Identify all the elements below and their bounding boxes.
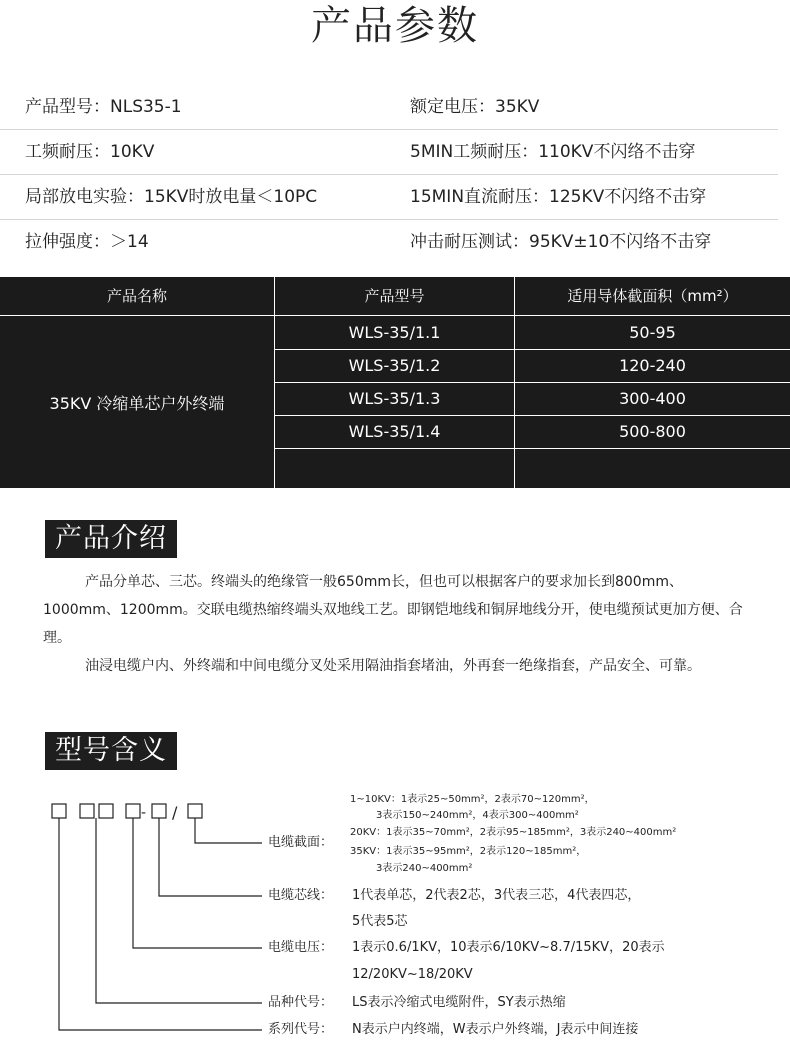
param-partial-discharge: 局部放电实验：15KV时放电量＜10PC [25,187,318,207]
intro-paragraph-2: 油浸电缆户内、外终端和中间电缆分叉处采用隔油指套堵油，外再套一绝缘指套，产品安全、可靠。 [85,658,701,674]
model-code-diagram [0,790,790,1052]
section-line-4: 35KV：1表示35~95mm²，2表示120~185mm²， [350,846,587,857]
intro-paragraph-1: 产品分单芯、三芯。终端头的绝缘管一般650mm长，但也可以根据客户的要求加长到800mm、1000mm、1200mm。交联电缆热缩终端头双地线工艺。即钢铠地线和铜屏地线分开，使电缆预试更加方便、合理。 [43,574,743,646]
param-row [0,130,778,175]
voltage-line-2: 12/20KV~18/20KV [352,967,473,982]
core-label: 电缆芯线： [268,888,334,903]
model-cell: WLS-35/1.2 [348,356,441,375]
product-name-cell: 35KV 冷缩单芯户外终端 [49,393,225,413]
area-cell: 300-400 [619,389,686,408]
header-product-model: 产品型号 [364,287,425,305]
core-line-2: 5代表5芯 [352,914,408,929]
voltage-label: 电缆电压： [268,940,334,955]
code-box-section [188,804,202,818]
connector-series [59,818,262,1030]
param-row [0,85,778,130]
section-label: 电缆截面： [268,835,334,850]
model-cell: WLS-35/1.3 [348,389,441,408]
spec-table [0,277,790,488]
code-box-core [152,804,166,818]
connector-core [159,818,262,896]
header-conductor-area: 适用导体截面积（mm²） [567,287,738,305]
svg-text:-: - [141,805,147,821]
code-box-series [52,804,66,818]
param-model: 产品型号：NLS35-1 [25,97,182,117]
model-cell: WLS-35/1.1 [348,323,441,342]
param-tensile-strength: 拉伸强度：＞14 [25,232,149,252]
intro-heading: 产品介绍 [45,520,177,558]
param-power-freq-withstand: 工频耐压：10KV [25,142,155,162]
parameter-list [0,85,778,264]
code-box-variety-2 [99,804,113,818]
variety-text: LS表示冷缩式电缆附件，SY表示热缩 [352,995,566,1010]
intro-text [43,568,743,680]
param-row [0,220,778,264]
header-product-name: 产品名称 [106,287,167,305]
code-box-voltage [126,804,140,818]
param-5min-withstand: 5MIN工频耐压：110KV不闪络不击穿 [410,142,696,162]
svg-text:/: / [172,803,178,822]
section-line-1: 1~10KV：1表示25~50mm²，2表示70~120mm²， [350,794,595,805]
variety-label: 品种代号： [268,995,334,1010]
area-cell: 120-240 [619,356,686,375]
voltage-line-1: 1表示0.6/1KV，10表示6/10KV~8.7/15KV，20表示 [352,940,665,955]
page-title: 产品参数 [311,3,479,49]
series-label: 系列代号： [268,1022,334,1037]
code-box-variety-1 [80,804,94,818]
section-line-3: 20KV：1表示35~70mm²，2表示95~185mm²，3表示240~400mm² [350,827,677,838]
section-line-2: 3表示150~240mm²，4表示300~400mm² [376,810,579,821]
row-divider [274,448,790,449]
model-cell: WLS-35/1.4 [348,422,441,441]
model-meaning-heading: 型号含义 [45,732,177,770]
area-cell: 50-95 [629,323,676,342]
param-rated-voltage: 额定电压：35KV [410,97,540,117]
param-15min-dc-withstand: 15MIN直流耐压：125KV不闪络不击穿 [410,187,707,207]
spec-table-header [0,277,790,316]
section-line-5: 3表示240~400mm² [376,863,473,874]
series-text: N表示户内终端，W表示户外终端，J表示中间连接 [352,1022,639,1037]
connector-section [195,818,262,843]
param-row [0,175,778,220]
area-cell: 500-800 [619,422,686,441]
connector-variety [96,818,262,1003]
connector-voltage [133,818,262,948]
param-impulse-test: 冲击耐压测试：95KV±10不闪络不击穿 [410,232,712,252]
core-line-1: 1代表单芯，2代表2芯，3代表三芯，4代表四芯， [352,888,641,903]
